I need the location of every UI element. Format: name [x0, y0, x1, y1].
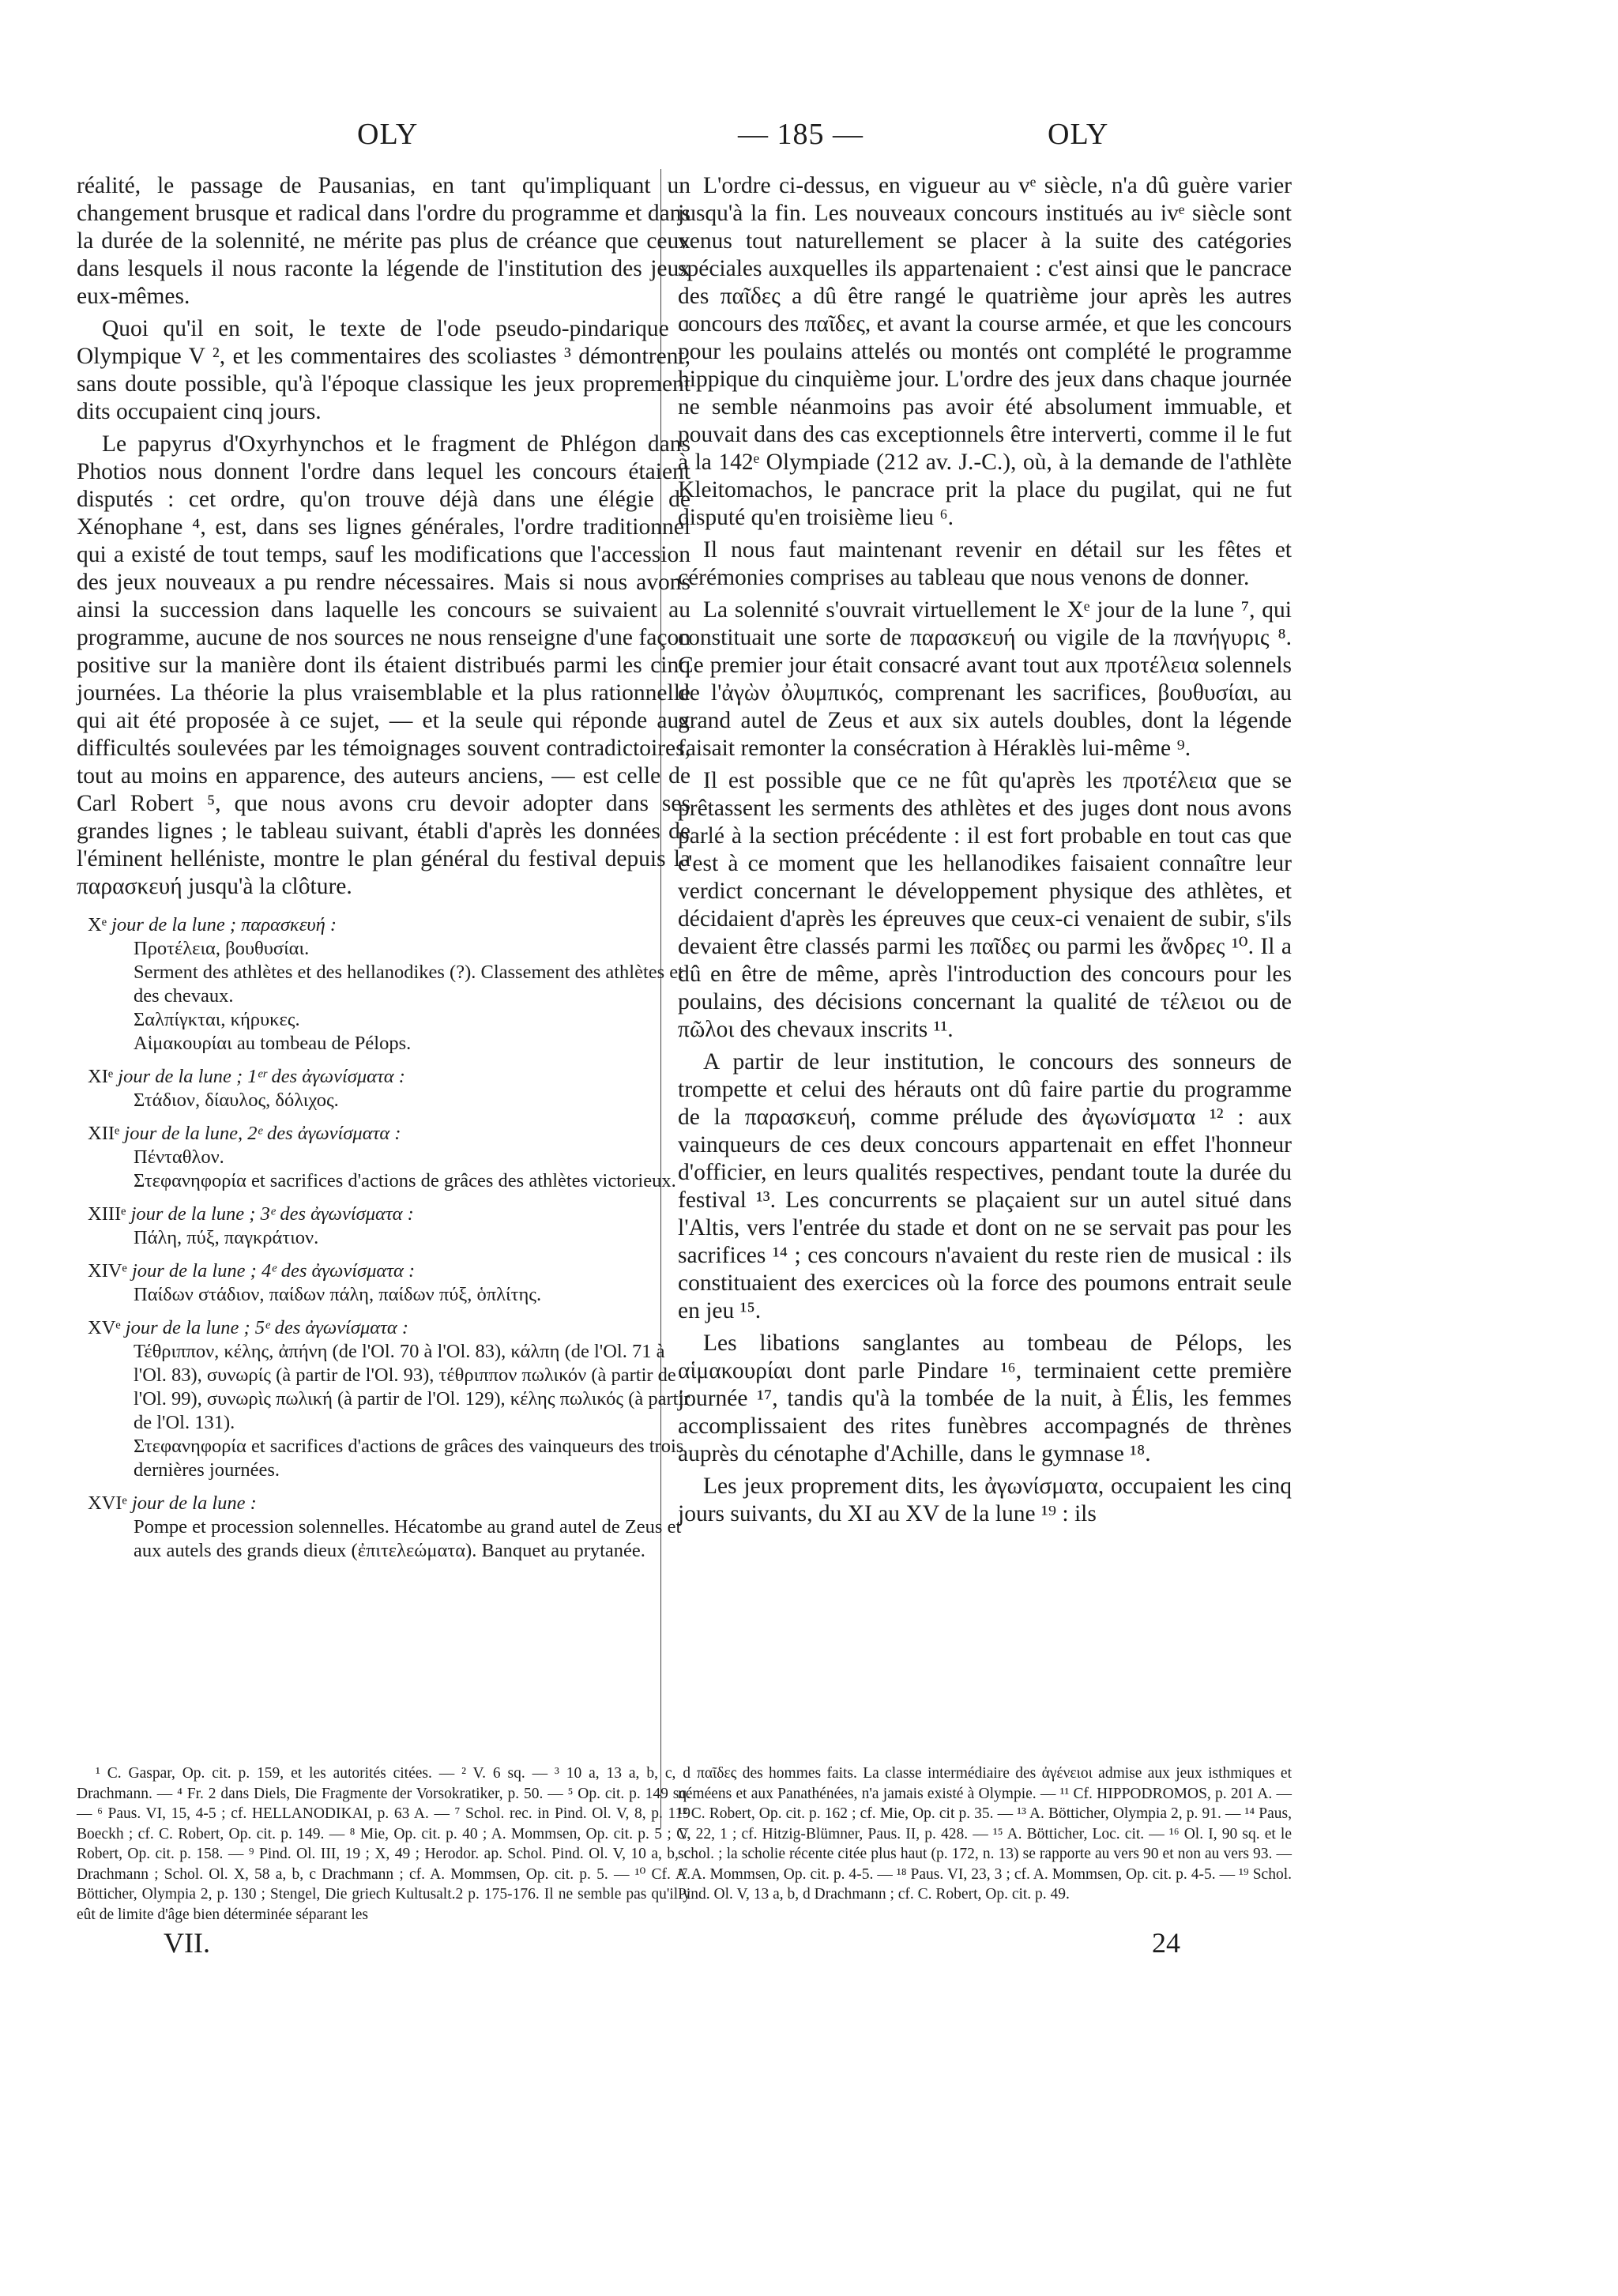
footnote-block-left: ¹ C. Gaspar, Op. cit. p. 159, et les autorités citées. — ² V. 6 sq. — ³ 10 a, 13 a, b, c, d Drachmann. — ⁴ Fr. 2 dans Diels, Die Fragmente der Vorsokratiker, p. 50. — ⁵ Op. cit. p. 149 sq. — ⁶ Paus. VI, 15, 4-5 ; cf. HELLANODIKAI, p. 63 A. — ⁷ Schol. rec. in Pind. Ol. V, 8, p. 119 Boeckh ; cf. C. Robert, Op. cit. p. 149. — ⁸ Mie, Op. cit. p. 40 ; A. Mommsen, Op. cit. p. 5 ; C. Robert, Op. cit. p. 158. — ⁹ Pind. Ol. III, 19 ; X, 49 ; Herodor. ap. Schol. Pind. Ol. V, 10 a, b, c Drachmann ; Schol. Ol. X, 58 a, b, c Drachmann ; cf. A. Mommsen, Op. cit. p. 5. — ¹⁰ Cf. A. Bötticher, Olympia 2, p. 130 ; Stengel, Die griech Kultusalt.2 p. 175-176. Il ne semble pas qu'il y eût de limite d'âge bien déterminée séparant les: [77, 1765, 690, 1923]
day-label: jour de la lune ; 4ᵉ des ἀγωνίσματα :: [131, 1260, 416, 1282]
day-number: Xᵉ: [88, 914, 107, 935]
page-number: — 185 —: [738, 118, 864, 151]
footnotes-right: [678, 1763, 1292, 1905]
left-paragraph-3: Le papyrus d'Oxyrhynchos et le fragment de Phlégon dans Photios nous donnent l'ordre dans lequel les concours étaient disputés : cet ordre, qu'on trouve déjà dans une élégie de Xénophane ⁴, est, dans ses lignes générales, l'ordre traditionnel qui a existé de tout temps, sauf les modifications que l'accession des jeux nouveaux a pu rendre nécessaires. Mais si nous avons ainsi la succession dans laquelle les concours se suivaient au programme, aucune de nos sources ne nous renseigne d'une façon positive sur la manière dont ils étaient distribués parmi les cinq journées. La théorie la plus vraisemblable et la plus rationnelle qui ait été proposée à ce sujet, — et la seule qui réponde aux difficultés soulevées par les témoignages souvent contradictoires, tout au moins en apparence, des auteurs anciens, — est celle de Carl Robert ⁵, que nous avons cru devoir adopter dans ses grandes lignes ; le tableau suivant, établi d'après les données de l'éminent helléniste, montre le plan général du festival depuis la παρασκευή jusqu'à la clôture.: [77, 431, 690, 899]
footnote-block-right: παῖδες des hommes faits. La classe intermédiaire des ἀγένειοι admise aux jeux isthmiques et néméens et aux Panathénées, n'a jamais existé à Olympie. — ¹¹ Cf. HIPPODROMOS, p. 201 A. — ¹² C. Robert, Op. cit. p. 162 ; cf. Mie, Op. cit p. 35. — ¹³ A. Bötticher, Olympia 2, p. 91. — ¹⁴ Paus, V, 22, 1 ; cf. Hitzig-Blümner, Paus. II, p. 428. — ¹⁵ A. Bötticher, Loc. cit. — ¹⁶ Ol. I, 90 sq. et le schol. ; la scholie récente citée plus haut (p. 172, n. 13) se rapporte au vers 90 et non au vers 93. — ¹⁷ A. Mommsen, Op. cit. p. 4-5. — ¹⁸ Paus. VI, 23, 3 ; cf. A. Mommsen, Op. cit. p. 4-5. — ¹⁹ Schol. Pind. Ol. V, 13 a, b, d Drachmann ; cf. C. Robert, Op. cit. p. 49.: [678, 1765, 1292, 1903]
schedule-day-10: [77, 913, 690, 1056]
right-paragraph-7: Les jeux proprement dits, les ἀγωνίσματα, occupaient les cinq jours suivants, du XI au XV de la lune ¹⁹ : ils: [678, 1474, 1292, 1526]
left-column: [77, 172, 690, 1563]
day-label: jour de la lune :: [131, 1492, 257, 1514]
schedule-item: Στεφανηφορία et sacrifices d'actions de grâces des athlètes victorieux.: [134, 1170, 676, 1191]
festival-schedule: [77, 913, 690, 1563]
schedule-item: Παίδων στάδιον, παίδων πάλη, παίδων πύξ, ὁπλίτης.: [134, 1284, 542, 1305]
running-head-right: OLY: [1048, 118, 1109, 151]
schedule-item: Πάλη, πύξ, παγκράτιον.: [134, 1227, 319, 1248]
schedule-day-14: [77, 1259, 690, 1307]
right-paragraph-4: Il est possible que ce ne fût qu'après les προτέλεια que se prêtassent les serments des athlètes et des juges dont nous avons parlé à la section précédente : il est fort probable en tout cas que c'est à ce moment que les hellanodikes faisaient connaître leur verdict concernant le développement physique des athlètes, et décidaient d'après les épreuves que ceux-ci venaient de subir, s'ils devaient être classés parmi les παῖδες ou parmi les ἄνδρες ¹⁰. Il a dû en être de même, après l'introduction des concours pour les poulains, des décisions concernant la qualité de τέλειοι ou de πῶλοι des chevaux inscrits ¹¹.: [678, 768, 1292, 1042]
day-label: jour de la lune ; παρασκευή :: [111, 914, 337, 935]
right-paragraph-3: La solennité s'ouvrait virtuellement le Xᵉ jour de la lune ⁷, qui constituait une sorte de παρασκευή ou vigile de la πανήγυρις ⁸. Ce premier jour était consacré avant tout aux προτέλεια solennels de l'ἀγὼν ὀλυμπικός, comprenant les sacrifices, βουθυσίαι, au grand autel de Zeus et aux six autels doubles, dont la légende faisait remonter la consécration à Héraklès lui-même ⁹.: [678, 597, 1292, 761]
day-label: jour de la lune ; 5ᵉ des ἀγωνίσματα :: [125, 1317, 409, 1338]
schedule-day-16: [77, 1492, 690, 1563]
right-column: [678, 172, 1292, 1528]
left-paragraph-1: réalité, le passage de Pausanias, en tant qu'impliquant un changement brusque et radical dans l'ordre du programme et dans la durée de la solennité, ne mérite pas plus de créance que ceux dans lesquels il nous raconte la légende de l'institution des jeux eux-mêmes.: [77, 173, 690, 309]
schedule-day-12: [77, 1122, 690, 1193]
day-label: jour de la lune ; 1ᵉʳ des ἀγωνίσματα :: [118, 1066, 405, 1087]
schedule-item: Στεφανηφορία et sacrifices d'actions de grâces des vainqueurs des trois dernières journées.: [134, 1436, 684, 1481]
schedule-item: Serment des athlètes et des hellanodikes (?). Classement des athlètes et des chevaux.: [134, 962, 683, 1007]
day-number: XIIᵉ: [88, 1123, 120, 1144]
day-label: jour de la lune ; 3ᵉ des ἀγωνίσματα :: [130, 1203, 414, 1225]
right-paragraph-2: Il nous faut maintenant revenir en détail sur les fêtes et cérémonies comprises au tableau que nous venons de donner.: [678, 537, 1292, 590]
schedule-item: Τέθριππον, κέλης, ἀπήνη (de l'Ol. 70 à l'Ol. 83), κάλπη (de l'Ol. 71 à l'Ol. 83), συνωρίς (à partir de l'Ol. 93), τέθριππον πωλικόν (à partir de l'Ol. 99), συνωρὶς πωλική (à partir de l'Ol. 129), κέλης πωλικός (à partir de l'Ol. 131).: [134, 1341, 690, 1433]
right-paragraph-1: L'ordre ci-dessus, en vigueur au vᵉ siècle, n'a dû guère varier jusqu'à la fin. Les nouveaux concours institués au ivᵉ siècle sont venus tout naturellement se placer à la suite des catégories spéciales auxquelles ils appartenaient : c'est ainsi que le pancrace des παῖδες a dû être rangé le quatrième jour après les autres concours des παῖδες, et avant la course armée, et que les concours pour les poulains attelés ou montés ont complété le programme hippique du cinquième jour. L'ordre des jeux dans chaque journée ne semble néanmoins pas avoir été absolument immuable, et pouvait dans des cas exceptionnels être interverti, comme il le fut à la 142ᵉ Olympiade (212 av. J.-C.), où, à la demande de l'athlète Kleitomachos, le pancrace prit la place du pugilat, qui ne fut disputé qu'en troisième lieu ⁶.: [678, 173, 1292, 530]
schedule-day-13: [77, 1203, 690, 1250]
schedule-item: Προτέλεια, βουθυσίαι.: [134, 938, 310, 959]
signature-mark-right: 24: [1152, 1927, 1180, 1959]
schedule-item: Στάδιον, δίαυλος, δόλιχος.: [134, 1090, 339, 1111]
day-number: XVIᵉ: [88, 1492, 127, 1514]
schedule-day-11: [77, 1065, 690, 1112]
left-paragraph-2: Quoi qu'il en soit, le texte de l'ode pseudo-pindarique ¹ Olympique V ², et les commentaires des scoliastes ³ démontrent, sans doute possible, qu'à l'époque classique les jeux proprement dits occupaient cinq jours.: [77, 316, 690, 424]
schedule-item: Σαλπίγκται, κήρυκες.: [134, 1009, 300, 1030]
running-head-left: OLY: [357, 118, 419, 151]
footnotes-left: [77, 1763, 690, 1925]
day-label: jour de la lune, 2ᵉ des ἀγωνίσματα :: [124, 1123, 401, 1144]
schedule-item: Αἱμακουρίαι au tombeau de Pélops.: [134, 1033, 412, 1054]
day-number: XIᵉ: [88, 1066, 114, 1087]
signature-mark-left: VII.: [164, 1927, 210, 1959]
day-number: XIIIᵉ: [88, 1203, 126, 1225]
right-paragraph-6: Les libations sanglantes au tombeau de Pélops, les αἱμακουρίαι dont parle Pindare ¹⁶, terminaient cette première journée ¹⁷, tandis qu'à la tombée de la nuit, à Élis, les femmes accomplissaient des rites funèbres accompagnés de thrènes auprès du cénotaphe d'Achille, dans le gymnase ¹⁸.: [678, 1331, 1292, 1466]
schedule-day-15: [77, 1316, 690, 1482]
day-number: XIVᵉ: [88, 1260, 127, 1282]
schedule-item: Πένταθλον.: [134, 1146, 224, 1168]
schedule-item: Pompe et procession solennelles. Hécatombe au grand autel de Zeus et aux autels des grands dieux (ἐπιτελεώματα). Banquet au prytanée.: [134, 1516, 682, 1561]
right-paragraph-5: A partir de leur institution, le concours des sonneurs de trompette et celui des hérauts ont dû faire partie du programme de la παρασκευή, comme prélude des ἀγωνίσματα ¹² : aux vainqueurs de ces deux concours appartenait en effet l'honneur d'officier, en leurs qualités respectives, pendant toute la durée du festival ¹³. Les concurrents se plaçaient sur un autel situé dans l'Altis, vers l'entrée du stade et dont on ne se servait pas pour les sacrifices ¹⁴ ; ces concours n'avaient du reste rien de musical : ils constituaient des exercices où la force des poumons entrait seule en jeu ¹⁵.: [678, 1049, 1292, 1323]
day-number: XVᵉ: [88, 1317, 121, 1338]
